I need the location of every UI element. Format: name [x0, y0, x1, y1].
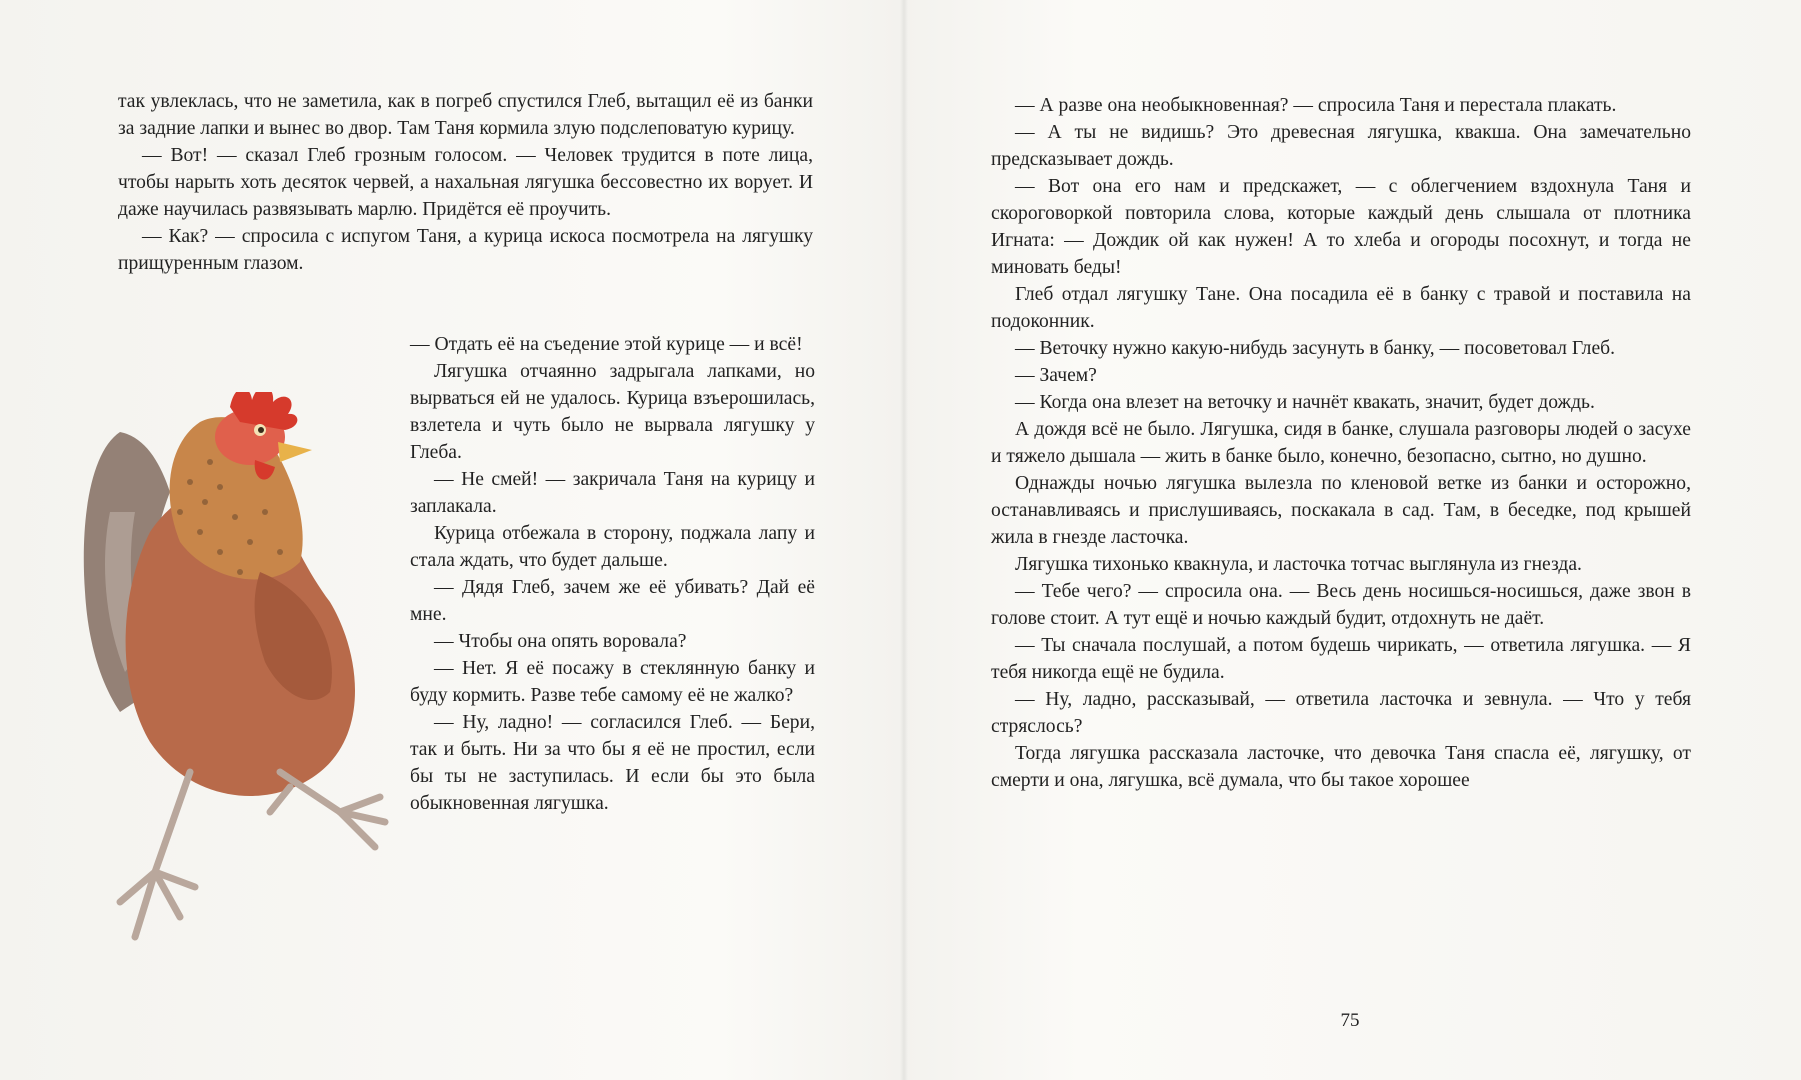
- right-page: [908, 0, 1801, 1080]
- right-text: [991, 92, 1691, 794]
- paragraph: — Вот! — сказал Глеб грозным голосом. — Человек трудится в поте лица, чтобы нарыть хоть десяток червей, а нахальная лягушка бессовестно их ворует. И даже научилась развязывать марлю. Придётся её проучить.: [118, 145, 813, 220]
- paragraph: — Отдать её на съедение этой курице — и всё!: [410, 334, 803, 355]
- hen-illustration: [80, 392, 460, 952]
- paragraph: — Ну, ладно! — согласился Глеб. — Бери, так и быть. Ни за что бы я её не простил, если бы ты не заступилась. И если бы это была обыкновенная лягушка.: [410, 712, 815, 814]
- paragraph: А дождя всё не было. Лягушка, сидя в банке, слушала разговоры людей о засухе и тяжело дышала — жить в банке было, конечно, безопасно, сытно, но душно.: [991, 419, 1691, 467]
- paragraph: — Как? — спросила с испугом Таня, а курица искоса посмотрела на лягушку прищуренным глазом.: [118, 226, 813, 274]
- page-number: 75: [1340, 1010, 1360, 1031]
- paragraph: Лягушка отчаянно задрыгала лапками, но вырваться ей не удалось. Курица взъерошилась, взлетела и чуть было не вырвала лягушку у Глеба.: [410, 361, 815, 463]
- hen-beak: [278, 442, 312, 462]
- left-top-text: [118, 88, 813, 277]
- paragraph: — Ну, ладно, рассказывай, — ответила ласточка и зевнула. — Что у тебя стряслось?: [991, 689, 1691, 737]
- paragraph: Лягушка тихонько квакнула, и ласточка тотчас выглянула из гнезда.: [1015, 554, 1582, 575]
- paragraph: — Чтобы она опять воровала?: [434, 631, 687, 652]
- paragraph: Однажды ночью лягушка вылезла по кленовой ветке из банки и осторожно, останавливаясь и прислушиваясь, поскакала в сад. Там, в беседке, под крышей жила в гнезде ласточка.: [991, 473, 1691, 548]
- paragraph: Глеб отдал лягушку Тане. Она посадила её в банку с травой и поставила на подоконник.: [991, 284, 1691, 332]
- paragraph: Тогда лягушка рассказала ласточке, что девочка Таня спасла её, лягушку, от смерти и она, лягушка, всё думала, что бы такое хорошее: [991, 743, 1691, 791]
- paragraph: — Не смей! — закричала Таня на курицу и заплакала.: [410, 469, 815, 517]
- page-gutter: [900, 0, 908, 1080]
- left-wrapped-text: [410, 331, 815, 817]
- paragraph: — Нет. Я её посажу в стеклянную банку и буду кормить. Разве тебе самому её не жалко?: [410, 658, 815, 706]
- paragraph: — Вот она его нам и предскажет, — с облегчением вздохнула Таня и скороговоркой повторила слова, которые каждый день слышала от плотника Игната: — Дождик ой как нужен! А то хлеба и огороды посохнут, и тогда не миновать беды!: [991, 176, 1691, 278]
- paragraph: — Тебе чего? — спросила она. — Весь день носишься-носишься, даже звон в голове стоит. А тут ещё и ночью каждый будит, отдохнуть не даёт.: [991, 581, 1691, 629]
- paragraph: Курица отбежала в сторону, поджала лапу и стала ждать, что будет дальше.: [410, 523, 815, 571]
- paragraph: — Дядя Глеб, зачем же её убивать? Дай её мне.: [410, 577, 815, 625]
- hen-legs: [120, 772, 385, 937]
- paragraph: — Зачем?: [1015, 365, 1097, 386]
- paragraph: — А разве она необыкновенная? — спросила Таня и перестала плакать.: [1015, 95, 1617, 116]
- paragraph: — Веточку нужно какую-нибудь засунуть в банку, — посоветовал Глеб.: [1015, 338, 1616, 359]
- left-page: [0, 0, 900, 1080]
- paragraph: так увлеклась, что не заметила, как в погреб спустился Глеб, вытащил её из банки за задние лапки и вынес во двор. Там Таня кормила злую подслеповатую курицу.: [118, 91, 813, 139]
- paragraph: — Ты сначала послушай, а потом будешь чирикать, — ответила лягушка. — Я тебя никогда ещё не будила.: [991, 635, 1691, 683]
- paragraph: — А ты не видишь? Это древесная лягушка, квакша. Она замечательно предсказывает дождь.: [991, 122, 1691, 170]
- paragraph: — Когда она влезет на веточку и начнёт квакать, значит, будет дождь.: [1015, 392, 1595, 413]
